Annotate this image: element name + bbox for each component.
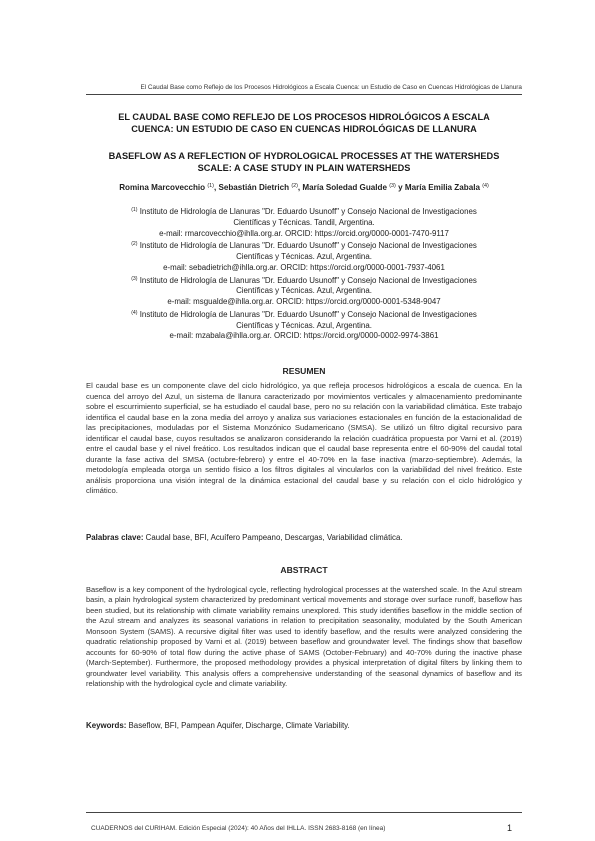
resumen-body: El caudal base es un componente clave del ciclo hidrológico, ya que refleja procesos hidrológicos a escala de cuenca. En la cuenca del arroyo del Azul, un sistema de llanura caracterizado por movimientos verticales y almacenamiento predominante sobre el escurrimiento superficial, se ha estudiado el caudal base, pero no su relación con la variabilidad climática. Este trabajo identifica el caudal base en la zona media del arroyo y analiza sus variaciones estacionales en función de la estacionalidad de las precipitaciones, moduladas por el Sistema Monzónico Sudamericano (SMSA). Se utilizó un filtro digital recursivo para identificar el caudal base, cuyos resultados se analizaron considerando la relación cuadrática propuesta por Varni et al. (2019) entre el caudal base y el nivel freático. Los resultados indican que el caudal base representa entre el 60-90% del caudal total durante la fase activa del SMSA (octubre-febrero) y entre el 40-70% en la fase inactiva (marzo-septiembre). Además, la metodología empleada otorga un sentido físico a los filtros digitales al vincularlos con la variabilidad del nivel freático. Este análisis proporciona una visión integral de la dinámica estacional del caudal base y su relación con el ciclo hidrológico y climático. [86,381,522,496]
author-separator: y [395,183,405,192]
affiliation-institution [86,308,522,321]
affiliation-block [86,239,522,273]
resumen-heading: RESUMEN [282,366,326,376]
author-name: María Soledad Gualde [302,183,387,192]
affiliation-mark: (3) [131,275,138,282]
author-affiliation-mark: (3) [389,183,396,189]
author-list [86,183,522,192]
affiliation-institution-text: Instituto de Hidrología de Llanuras "Dr. Eduardo Usunoff" y Consejo Nacional de Investigaciones [139,275,477,285]
affiliation-mark: (2) [131,241,138,248]
palabras-clave-label: Palabras clave: [86,533,144,542]
affiliation-institution-text: Instituto de Hidrología de Llanuras "Dr. Eduardo Usunoff" y Consejo Nacional de Investigaciones [139,207,477,216]
abstract-heading: ABSTRACT [280,565,328,575]
keywords-label: Keywords: [86,721,127,730]
affiliation-mark: (4) [131,309,138,316]
keywords-list: Baseflow, BFI, Pampean Aquifer, Discharge, Climate Variability. [128,721,350,730]
abstract-body: Baseflow is a key component of the hydrological cycle, reflecting hydrological processes at the watershed scale. In the Azul stream basin, a plain hydrological system characterized by predominant vertical movements and storage over surface runoff, baseflow has been studied, but its relationship with climate variability remains unexplored. This study identifies baseflow in the middle section of the Azul stream and analyzes its seasonal variations in relation to precipitation seasonality, modulated by the South American Monsoon System (SAMS). A recursive digital filter was used to identify baseflow, and the results were analyzed considering the quadratic relationship proposed by Varni et al. (2019) between baseflow and groundwater level. The findings show that baseflow accounts for 60-90% of total flow during the active phase of SAMS (October-February) and 40-70% during the inactive phase (March-September). Furthermore, the proposed methodology provides a physical interpretation of digital filters by linking them to groundwater level variability. This analysis offers a comprehensive understanding of the seasonal dynamics of baseflow and its relationship with the hydrological cycle and climate variability. [86,585,522,689]
affiliation-block [86,205,522,239]
affiliation-list [86,205,522,342]
affiliation-institution-text: Instituto de Hidrología de Llanuras "Dr. Eduardo Usunoff" y Consejo Nacional de Investigaciones [139,241,477,251]
title-spanish-line: EL CAUDAL BASE COMO REFLEJO DE LOS PROCESOS HIDROLÓGICOS A ESCALA [118,112,490,122]
affiliation-block [86,274,522,308]
keywords [86,721,522,730]
author-name: María Emilia Zabala [404,183,480,192]
affiliation-institution [86,239,522,252]
author-name: Romina Marcovecchio [119,183,206,192]
affiliation-mark: (1) [131,207,138,213]
affiliation-block [86,308,522,342]
footer-divider [86,812,522,813]
affiliation-institution [86,274,522,287]
affiliation-location: Científicas y Técnicas. Azul, Argentina. [236,286,372,296]
affiliation-location: Científicas y Técnicas. Tandil, Argentina. [233,217,375,227]
author-affiliation-mark: (4) [482,183,489,189]
affiliation-contact: e-mail: mzabala@ihlla.org.ar. ORCID: https://orcid.org/0000-0002-9974-3861 [169,331,439,341]
title-english [86,151,522,174]
title-english-line: SCALE: A CASE STUDY IN PLAIN WATERSHEDS [197,162,411,173]
title-spanish-line: CUENCA: UN ESTUDIO DE CASO EN CUENCAS HIDROLÓGICAS DE LLANURA [131,123,477,134]
running-header: El Caudal Base como Reflejo de los Procesos Hidrológicos a Escala Cuenca: un Estudio de Caso en Cuencas Hidrológicas de Llanura [140,84,522,91]
affiliation-location: Científicas y Técnicas. Azul, Argentina. [236,320,372,330]
affiliation-contact: e-mail: msgualde@ihlla.org.ar. ORCID: https://orcid.org/0000-0001-5348-9047 [167,297,441,306]
page-number: 1 [507,823,513,833]
author-separator: , [297,183,303,192]
author-separator: , [213,183,219,192]
author-affiliation-mark: (2) [291,183,298,189]
affiliation-institution [86,205,522,218]
affiliation-contact: e-mail: sebadietrich@ihlla.org.ar. ORCID: https://orcid.org/0000-0001-7937-4061 [163,262,445,272]
title-english-line: BASEFLOW AS A REFLECTION OF HYDROLOGICAL PROCESSES AT THE WATERSHEDS [108,151,500,161]
author-name: Sebastián Dietrich [218,183,290,192]
affiliation-contact: e-mail: rmarcovecchio@ihlla.org.ar. ORCID: https://orcid.org/0000-0001-7470-9117 [159,228,449,238]
affiliation-institution-text: Instituto de Hidrología de Llanuras "Dr. Eduardo Usunoff" y Consejo Nacional de Investigaciones [139,309,477,319]
journal-footer: CUADERNOS del CURIHAM. Edición Especial (2024): 40 Años del IHLLA. ISSN 2683-8168 (en línea) [91,825,386,832]
title-spanish [86,112,522,135]
palabras-clave [86,533,522,542]
author-affiliation-mark: (1) [207,183,214,189]
palabras-clave-list: Caudal base, BFI, Acuífero Pampeano, Descargas, Variabilidad climática. [145,533,403,542]
affiliation-location: Científicas y Técnicas. Azul, Argentina. [236,252,372,261]
header-divider [86,94,522,95]
